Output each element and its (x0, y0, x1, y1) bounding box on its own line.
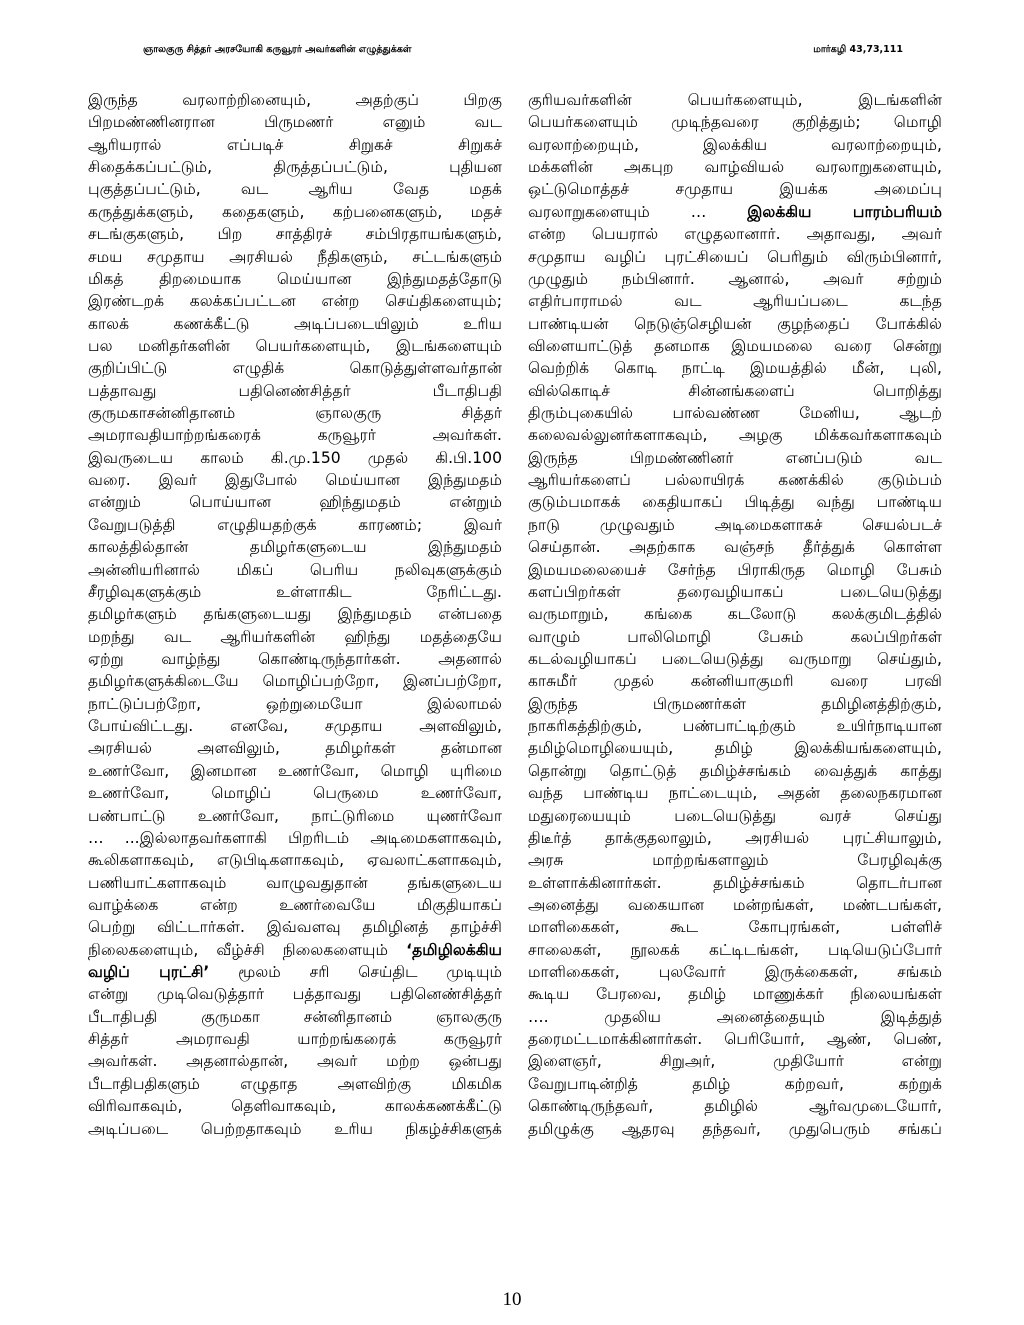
text-run: என்றும் பொய்யான ஹிந்துமதம் என்றும் (88, 493, 502, 512)
text-line (88, 983, 502, 1005)
text-line (88, 402, 502, 424)
text-run: அடிப்படை பெற்றதாகவும் உரிய நிகழ்ச்சிகளுக் (88, 1119, 502, 1138)
text-run: குருமகாசன்னிதானம் ஞாலகுரு சித்தர் (88, 404, 502, 423)
text-run: தமிழ்மொழியையும், தமிழ் இலக்கியங்களையும், (528, 739, 942, 758)
text-run: முழுதும் நம்பினார். ஆனால், அவர் சற்றும் (528, 269, 942, 288)
text-run: ஏற்று வாழ்ந்து கொண்டிருந்தார்கள். அதனால் (88, 649, 502, 668)
text-line (88, 872, 502, 894)
text-line (88, 961, 502, 983)
text-run: செய்தான். அதற்காக வஞ்சந் தீர்த்துக் கொள்ள (528, 538, 942, 557)
text-line (528, 827, 942, 849)
text-line (88, 894, 502, 916)
text-run: சிதைக்கப்பட்டும், திருத்தப்பட்டும், புதியன (88, 158, 502, 177)
text-run: … ...இல்லாதவர்களாகி பிறரிடம் அடிமைகளாகவும், (88, 828, 502, 847)
text-line (88, 313, 502, 335)
text-line (528, 514, 942, 536)
text-line (528, 357, 942, 379)
text-line (88, 268, 502, 290)
text-run: நாட்டுப்பற்றோ, ஒற்றுமையோ இல்லாமல் (88, 694, 502, 713)
text-run: பெயர்களையும் முடிந்தவரை குறித்தும்; மொழி (528, 113, 942, 132)
text-run: குரியவர்களின் பெயர்களையும், இடங்களின் (528, 91, 942, 109)
text-line (88, 514, 502, 536)
text-line (528, 447, 942, 469)
text-run: புகுத்தப்பட்டும், வட ஆரிய வேத மதக் (88, 180, 502, 199)
text-line (88, 916, 502, 938)
text-run: அன்னியரினால் மிகப் பெரிய நலிவுகளுக்கும் (88, 560, 502, 579)
text-line (88, 1006, 502, 1028)
text-line (528, 961, 942, 983)
text-run: திரும்புகையில் பால்வண்ண மேனிய, ஆடற் (528, 404, 942, 423)
text-run: மாளிகைகள், புலவோர் இருக்கைகள், சங்கம் (528, 963, 942, 982)
text-line (528, 983, 942, 1005)
text-line (528, 201, 942, 223)
text-line (528, 246, 942, 268)
text-line (88, 715, 502, 737)
text-run: சாலைகள், நூலகக் கட்டிடங்கள், படியெடுப்போர் (528, 940, 942, 959)
text-line (528, 89, 942, 111)
text-run: ஆரியரால் எப்படிச் சிறுகச் சிறுகச் (88, 135, 502, 154)
header-author-title: ஞாலகுரு சித்தர் அரசயோகி கருவூரர் அவர்களின் எழுத்துக்கள் (143, 44, 412, 55)
text-line (88, 849, 502, 871)
text-line (528, 1095, 942, 1117)
text-run: வெற்றிக் கொடி நாட்டி இமயத்தில் மீன், புலி, (528, 359, 942, 378)
text-run: விரிவாகவும், தெளிவாகவும், காலக்கணக்கீட்டு (88, 1097, 502, 1116)
text-line (88, 1118, 502, 1140)
text-run: கொண்டிருந்தவர், தமிழில் ஆர்வமுடையோர், (528, 1097, 942, 1116)
text-line (88, 782, 502, 804)
text-run: பல மனிதர்களின் பெயர்களையும், இடங்களையும் (88, 336, 502, 355)
text-line (528, 1050, 942, 1072)
text-run: கூலிகளாகவும், எடுபிடிகளாகவும், ஏவலாட்களாகவும், (88, 851, 502, 870)
text-line (88, 447, 502, 469)
text-run: அமராவதியாற்றங்கரைக் கருவூரர் அவர்கள். (88, 426, 502, 445)
text-run: வரை. இவர் இதுபோல் மெய்யான இந்துமதம் (88, 471, 502, 490)
text-line (88, 737, 502, 759)
bold-phrase: ‘தமிழிலக்கிய (406, 940, 502, 959)
text-line (88, 178, 502, 200)
text-line (528, 313, 942, 335)
text-run: காலத்தில்தான் தமிழர்களுடைய இந்துமதம் (88, 538, 502, 557)
text-line (528, 536, 942, 558)
text-line (88, 670, 502, 692)
text-run: உணர்வோ, இனமான உணர்வோ, மொழி யுரிமை (88, 761, 502, 780)
text-line (528, 715, 942, 737)
text-run: வரலாறுகளையும் … (528, 202, 748, 221)
text-line (528, 737, 942, 759)
text-run: அரசியல் அளவிலும், தமிழர்கள் தன்மான (88, 739, 502, 758)
text-run: கூடிய பேரவை, தமிழ் மாணுக்கர் நிலையங்கள் (528, 985, 942, 1004)
text-run: காசுமீர் முதல் கன்னியாகுமரி வரை பரவி (528, 672, 942, 691)
text-run: போய்விட்டது. எனவே, சமுதாய அளவிலும், (88, 717, 502, 736)
text-run: குறிப்பிட்டு எழுதிக் கொடுத்துள்ளவர்தான் (88, 359, 502, 378)
text-run: கலைவல்லுனர்களாகவும், அழகு மிக்கவர்களாகவும் (528, 426, 942, 445)
text-line (88, 491, 502, 513)
text-run: ஒட்டுமொத்தச் சமுதாய இயக்க அமைப்பு (528, 180, 942, 199)
text-line (528, 782, 942, 804)
text-run: வருமாறும், கங்கை கடலோடு கலக்குமிடத்தில் (528, 605, 942, 624)
text-run: மிகத் திறமையாக மெய்யான இந்துமதத்தோடு (88, 269, 502, 288)
text-run: இவருடைய காலம் கி.மு.150 முதல் கி.பி.100 (88, 448, 502, 467)
text-run: பணியாட்களாகவும் வாழுவதுதான் தங்களுடைய (88, 873, 502, 892)
text-run: கருத்துக்களும், கதைகளும், கற்பனைகளும், மதச் (88, 202, 502, 221)
text-line (528, 156, 942, 178)
page-number: 10 (502, 1289, 522, 1310)
text-line (528, 603, 942, 625)
text-run: பிறமண்ணினரான பிருமணர் எனும் வட (88, 113, 502, 132)
text-run: தரைமட்டமாக்கினார்கள். பெரியோர், ஆண், பெண், (528, 1030, 942, 1049)
text-line (528, 872, 942, 894)
text-run: நாகரிகத்திற்கும், பண்பாட்டிற்கும் உயிர்நாடியான (528, 717, 942, 736)
text-line (528, 178, 942, 200)
text-line (88, 335, 502, 357)
text-line (528, 894, 942, 916)
text-line (528, 335, 942, 357)
text-run: என்று முடிவெடுத்தார் பத்தாவது பதினெண்சித்தர் (88, 985, 502, 1004)
text-line (88, 380, 502, 402)
text-line (88, 469, 502, 491)
running-header (143, 44, 903, 60)
text-line (88, 1095, 502, 1117)
text-run: சடங்குகளும், பிற சாத்திரச் சம்பிரதாயங்களும், (88, 225, 502, 244)
text-line (88, 1073, 502, 1095)
text-run: என்ற பெயரால் எழுதலானார். அதாவது, அவர் (528, 225, 942, 244)
text-line (528, 939, 942, 961)
text-run: வரலாற்றையும், இலக்கிய வரலாற்றையும், (528, 135, 942, 154)
text-line (88, 648, 502, 670)
header-issue: மார்கழி 43,73,111 (813, 44, 903, 55)
text-line (88, 1050, 502, 1072)
text-run: வில்கொடிச் சின்னங்களைப் பொறித்து (528, 381, 942, 400)
text-line (88, 246, 502, 268)
text-line (88, 290, 502, 312)
text-line (528, 223, 942, 245)
text-line (88, 626, 502, 648)
text-run: பத்தாவது பதினெண்சித்தர் பீடாதிபதி (88, 381, 502, 400)
text-line (528, 380, 942, 402)
text-line (528, 469, 942, 491)
text-column-right (528, 89, 942, 1140)
text-line (88, 424, 502, 446)
text-run: சமய சமுதாய அரசியல் நீதிகளும், சட்டங்களும் (88, 247, 502, 266)
text-run: மதுரையையும் படையெடுத்து வரச் செய்து (528, 806, 942, 825)
text-line (528, 626, 942, 648)
text-run: அனைத்து வகையான மன்றங்கள், மண்டபங்கள், (528, 895, 942, 914)
text-run: இரண்டறக் கலக்கப்பட்டன என்ற செய்திகளையும்; (88, 292, 502, 311)
text-run: இருந்த பிருமணர்கள் தமிழினத்திற்கும், (528, 694, 942, 713)
text-run: பீடாதிபதிகளும் எழுதாத அளவிற்கு மிகமிக (88, 1074, 502, 1093)
text-line (88, 201, 502, 223)
text-line (528, 916, 942, 938)
text-line (528, 849, 942, 871)
text-run: விளையாட்டுத் தனமாக இமயமலை வரை சென்று (528, 336, 942, 355)
text-line (528, 134, 942, 156)
text-run: இருந்த பிறமண்ணினர் எனப்படும் வட (528, 448, 942, 467)
text-line (88, 1028, 502, 1050)
text-line (88, 223, 502, 245)
text-run: நிலைகளையும், வீழ்ச்சி நிலைகளையும் (88, 940, 407, 959)
text-line (528, 1006, 942, 1028)
text-run: வாழ்க்கை என்ற உணர்வையே மிகுதியாகப் (88, 895, 502, 914)
text-run: கடல்வழியாகப் படையெடுத்து வருமாறு செய்தும், (528, 649, 942, 668)
text-run: இமயமலையைச் சேர்ந்த பிராகிருத மொழி பேசும் (528, 560, 942, 579)
text-line (88, 559, 502, 581)
text-line (88, 581, 502, 603)
text-line (528, 693, 942, 715)
text-line (528, 670, 942, 692)
text-run: பாண்டியன் நெடுஞ்செழியன் குழந்தைப் போக்கில் (528, 314, 942, 333)
text-line (88, 827, 502, 849)
text-run: தமிழுக்கு ஆதரவு தந்தவர், முதுபெரும் சங்கப் (528, 1119, 942, 1138)
text-run: உள்ளாக்கினார்கள். தமிழ்ச்சங்கம் தொடர்பான (528, 873, 942, 892)
text-run: மூலம் சரி செய்திட முடியும் (209, 963, 502, 982)
text-run: மக்களின் அகபுற வாழ்வியல் வரலாறுகளையும், (528, 158, 942, 177)
text-line (528, 402, 942, 424)
text-run: சீரழிவுகளுக்கும் உள்ளாகிட நேரிட்டது. (88, 582, 502, 601)
text-run: வேறுபாடின்றித் தமிழ் கற்றவர், கற்றுக் (528, 1074, 942, 1093)
text-run: உணர்வோ, மொழிப் பெருமை உணர்வோ, (88, 784, 502, 803)
text-line (88, 603, 502, 625)
text-run: வாழும் பாலிமொழி பேசும் கலப்பிறர்கள் (528, 627, 942, 646)
text-line (88, 357, 502, 379)
text-run: எதிர்பாராமல் வட ஆரியப்படை கடந்த (528, 292, 942, 311)
text-line (528, 1118, 942, 1140)
text-line (528, 491, 942, 513)
text-line (528, 424, 942, 446)
text-run: தமிழர்களுக்கிடையே மொழிப்பற்றோ, இனப்பற்றோ, (88, 672, 502, 691)
text-line (528, 290, 942, 312)
text-line (88, 111, 502, 133)
text-run: சமுதாய வழிப் புரட்சியைப் பெரிதும் விரும்பினார், (528, 247, 942, 266)
text-line (528, 805, 942, 827)
text-run: களப்பிறர்கள் தரைவழியாகப் படையெடுத்து (528, 582, 942, 601)
text-run: தமிழர்களும் தங்களுடையது இந்துமதம் என்பதை (88, 605, 502, 624)
text-line (88, 760, 502, 782)
text-run: இளைஞர், சிறுஅர், முதியோர் என்று (528, 1052, 942, 1071)
text-line (88, 536, 502, 558)
text-line (528, 760, 942, 782)
text-run: மறந்து வட ஆரியர்களின் ஹிந்து மதத்தையே (88, 627, 502, 646)
text-line (88, 134, 502, 156)
text-run: ஆரியர்களைப் பல்லாயிரக் கணக்கில் குடும்பம் (528, 471, 942, 490)
text-column-left (88, 89, 502, 1140)
text-run: …. முதலிய அனைத்தையும் இடித்துத் (528, 1007, 942, 1026)
bold-phrase: வழிப் புரட்சி’ (88, 963, 210, 982)
text-run: பீடாதிபதி குருமகா சன்னிதானம் ஞாலகுரு (88, 1007, 502, 1026)
text-run: நாடு முழுவதும் அடிமைகளாகச் செயல்படச் (528, 515, 942, 534)
text-run: அரசு மாற்றங்களாலும் பேரழிவுக்கு (528, 851, 942, 870)
text-line (88, 805, 502, 827)
text-run: மாளிகைகள், கூட கோபுரங்கள், பள்ளிச் (528, 918, 942, 937)
text-line (528, 111, 942, 133)
text-run: குடும்பமாகக் கைதியாகப் பிடித்து வந்து பாண்டிய (528, 493, 942, 512)
text-line (528, 1073, 942, 1095)
text-run: அவர்கள். அதனால்தான், அவர் மற்ற ஒன்பது (88, 1052, 502, 1071)
text-line (88, 693, 502, 715)
text-line (528, 1028, 942, 1050)
text-run: வேறுபடுத்தி எழுதியதற்குக் காரணம்; இவர் (88, 515, 502, 534)
text-line (528, 648, 942, 670)
text-run: சித்தர் அமராவதி யாற்றங்கரைக் கருவூரர் (88, 1030, 502, 1049)
bold-phrase: இலக்கிய பாரம்பரியம் (747, 202, 942, 221)
text-run: பண்பாட்டு உணர்வோ, நாட்டுரிமை யுணர்வோ (88, 806, 502, 825)
text-run: வந்த பாண்டிய நாட்டையும், அதன் தலைநகரமான (528, 784, 942, 803)
text-line (88, 156, 502, 178)
text-run: திடீர்த் தாக்குதலாலும், அரசியல் புரட்சியாலும், (528, 828, 942, 847)
text-run: காலக் கணக்கீட்டு அடிப்படையிலும் உரிய (88, 314, 502, 333)
text-line (88, 939, 502, 961)
text-line (528, 581, 942, 603)
text-line (528, 268, 942, 290)
text-run: இருந்த வரலாற்றினையும், அதற்குப் பிறகு (88, 91, 502, 109)
text-run: தொன்று தொட்டுத் தமிழ்ச்சங்கம் வைத்துக் காத்து (528, 761, 942, 780)
text-line (88, 89, 502, 111)
text-line (528, 559, 942, 581)
text-run: பெற்று விட்டார்கள். இவ்வளவு தமிழினத் தாழ்ச்சி (88, 918, 502, 937)
